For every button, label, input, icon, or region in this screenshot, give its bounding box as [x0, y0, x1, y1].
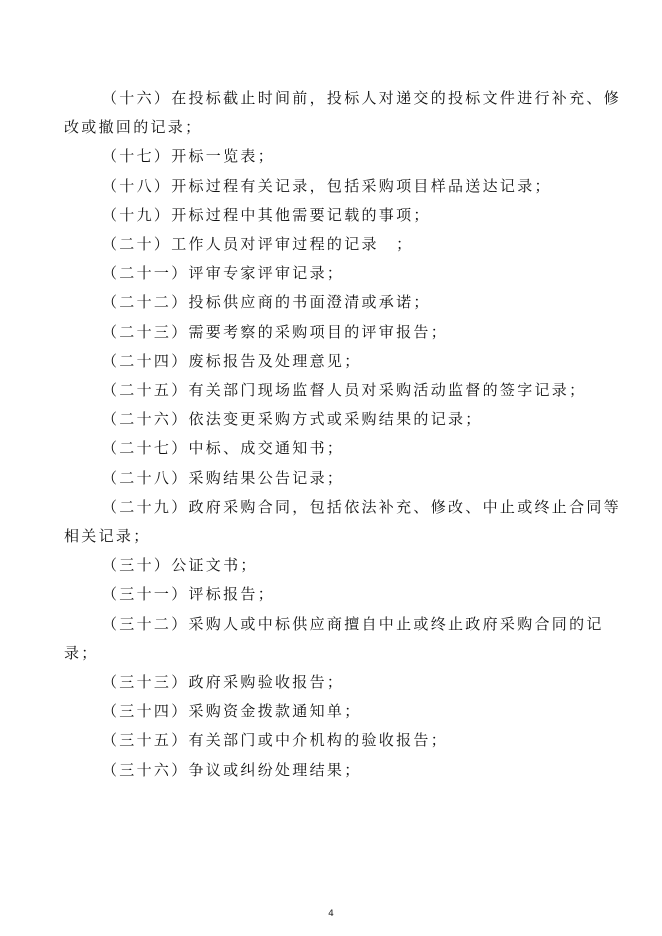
paragraph-30: （三十）公证文书； — [102, 556, 258, 575]
paragraph-26: （二十六）依法变更采购方式或采购结果的记录； — [102, 410, 483, 429]
paragraph-18: （十八）开标过程有关记录，包括采购项目样品送达记录； — [102, 176, 552, 195]
paragraph-24: （二十四）废标报告及处理意见； — [102, 351, 362, 370]
paragraph-22: （二十二）投标供应商的书面澄清或承诺； — [102, 293, 431, 312]
paragraph-35: （三十五）有关部门或中介机构的验收报告； — [102, 731, 449, 750]
paragraph-28: （二十八）采购结果公告记录； — [102, 468, 345, 487]
paragraph-21: （二十一）评审专家评审记录； — [102, 264, 345, 283]
paragraph-20: （二十）工作人员对评审过程的记录 ； — [102, 235, 414, 254]
paragraph-36: （三十六）争议或纠纷处理结果； — [102, 760, 362, 779]
paragraph-34: （三十四）采购资金拨款通知单； — [102, 702, 362, 721]
document-body — [64, 84, 624, 785]
paragraph-32: （三十二）采购人或中标供应商擅自中止或终止政府采购合同的记录； — [64, 614, 604, 662]
paragraph-23: （二十三）需要考察的采购项目的评审报告； — [102, 322, 449, 341]
page-number: 4 — [328, 909, 334, 919]
paragraph-27: （二十七）中标、成交通知书； — [102, 439, 345, 458]
paragraph-17: （十七）开标一览表； — [102, 147, 276, 166]
paragraph-31: （三十一）评标报告； — [102, 585, 276, 604]
paragraph-25: （二十五）有关部门现场监督人员对采购活动监督的签字记录； — [102, 381, 587, 400]
paragraph-16: （十六）在投标截止时间前，投标人对递交的投标文件进行补充、修改或撤回的记录； — [64, 89, 622, 137]
paragraph-19: （十九）开标过程中其他需要记载的事项； — [102, 205, 431, 224]
paragraph-33: （三十三）政府采购验收报告； — [102, 673, 345, 692]
paragraph-29: （二十九）政府采购合同，包括依法补充、修改、中止或终止合同等相关记录； — [64, 497, 622, 546]
